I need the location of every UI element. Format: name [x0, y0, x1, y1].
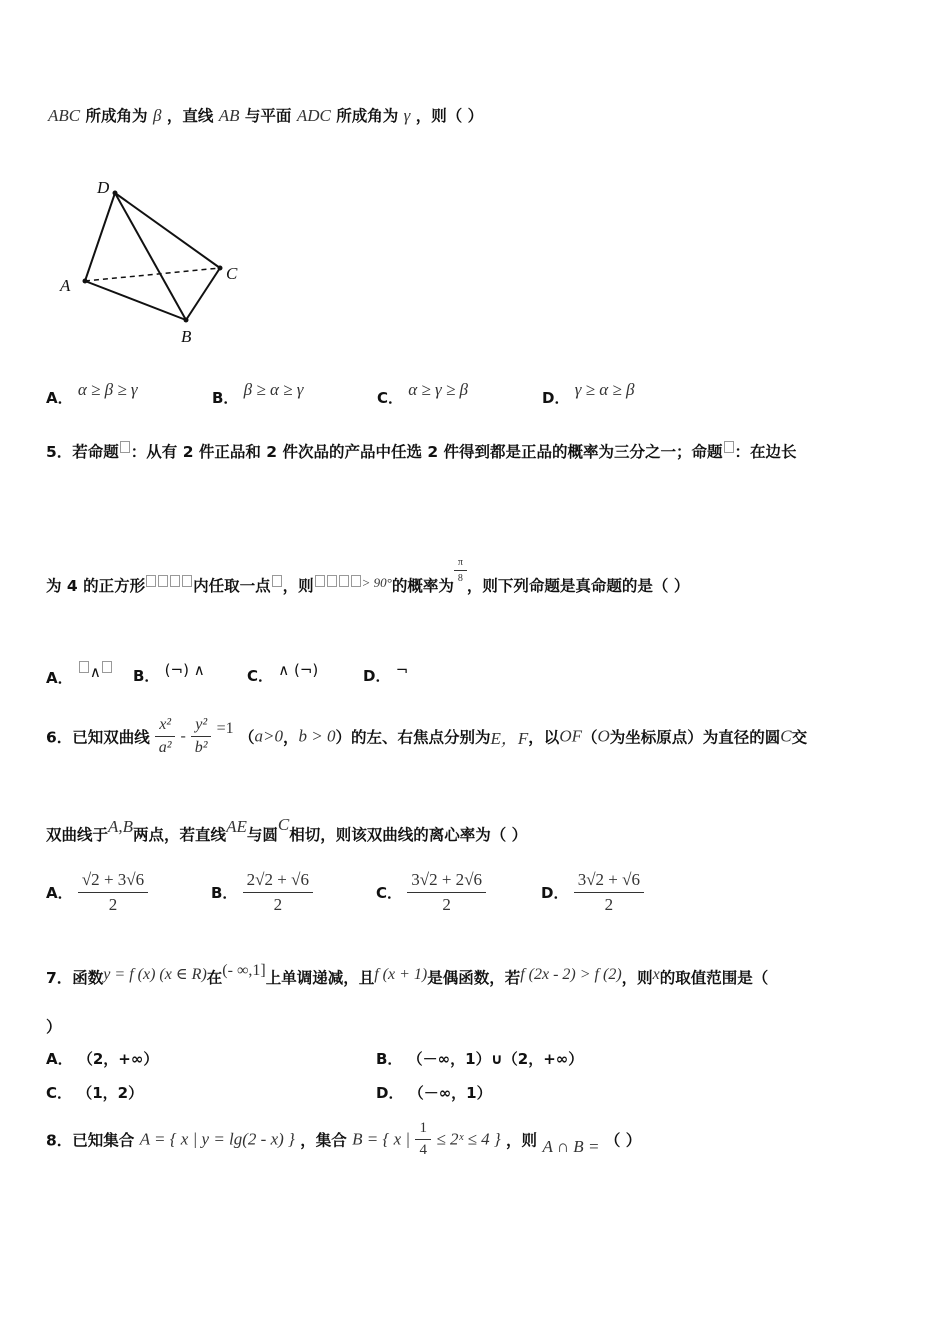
- vertex-d: [113, 191, 118, 196]
- q6-option-d: D． $\frac{3√2 + √6}{2}$: [541, 870, 644, 915]
- q8-stem: 8．已知集合 A = { x | y = lg(2 - x) } ，集合 B = { x | $\frac{1}{4}$ ≤ 2ˣ ≤ 4 } ，则 A ∩ B = （ ）: [46, 1120, 642, 1158]
- q6-option-c: C． $\frac{3√2 + 2√6}{2}$: [376, 870, 486, 915]
- q4-stem: ABC 所成角为 β ，直线 AB 与平面 ADC 所成角为 γ ，则（ ）: [48, 106, 484, 125]
- edge-bc: [186, 268, 220, 320]
- q5-prop-q-placeholder: [724, 441, 734, 453]
- q7-stem: 7．函数y = f (x) (x ∈ R)在(- ∞,1]上单调递减，且f (x + 1)是偶函数，若f (2x - 2) > f (2)，则x的取值范围是（: [46, 962, 769, 987]
- vertex-b: [184, 318, 189, 323]
- q7-option-d: D． （－∞，1）: [376, 1084, 492, 1102]
- q4-plane-abc: ABC: [48, 106, 81, 125]
- q8-quarter: $\frac{1}{4}$: [415, 1120, 431, 1159]
- q6-stem-line1: 6．已知双曲线 $\frac{\text{x²}}{\text{a²}}$ - $\frac{\text{y²}}{\text{b²}}$ =1 （a>0，b > 0）的左、右焦点分别为E，F，以OF（O为坐标原点）为直径的圆C交: [46, 716, 808, 756]
- q5-option-d: D． ¬: [363, 661, 409, 685]
- edge-ab: [85, 281, 186, 320]
- q7-option-a: A． （2，+∞）: [46, 1050, 159, 1068]
- q5-prop-p-placeholder: [120, 441, 130, 453]
- edge-da: [85, 193, 115, 281]
- q7-option-b: B． （－∞，1）∪（2，+∞）: [376, 1050, 584, 1068]
- vertex-a: [83, 279, 88, 284]
- q5-stem-line1: 5．若命题 ：从有 2 件正品和 2 件次品的产品中任选 2 件得到都是正品的概率为三分之一；命题 ：在边长: [46, 443, 797, 461]
- q7-option-c: C． （1，2）: [46, 1084, 144, 1102]
- q5-probability: $\frac{\pi}{8}$: [454, 557, 467, 584]
- q6-y-fraction: $\frac{\text{y²}}{\text{b²}}$: [191, 716, 211, 757]
- q4-option-d: D． γ ≥ α ≥ β: [542, 380, 635, 407]
- tetrahedron-figure: [55, 175, 255, 350]
- q6-stem-line2: 双曲线于A,B两点，若直线AE与圆C相切，则该双曲线的离心率为（ ）: [46, 815, 528, 844]
- edge-ac-hidden: [85, 268, 220, 281]
- q7-stem-close: ）: [46, 1018, 62, 1036]
- q4-option-c: C． α ≥ γ ≥ β: [377, 380, 468, 407]
- q8-set-b-right: ≤ 2ˣ ≤ 4 }: [436, 1129, 501, 1149]
- vertex-c: [218, 266, 223, 271]
- q6-option-a: A． $\frac{√2 + 3√6}{2}$: [46, 870, 148, 915]
- label-c: C: [226, 264, 238, 283]
- q5-option-c: C． ∧ (¬): [247, 661, 319, 685]
- q4-plane-adc: ADC: [296, 106, 331, 125]
- q6-option-b: B． $\frac{2√2 + √6}{2}$: [211, 870, 313, 915]
- q8-set-b-left: B = { x |: [352, 1129, 411, 1149]
- q5-option-a: A． ∧: [46, 661, 113, 688]
- q5-option-b: B． (¬) ∧: [133, 661, 205, 685]
- q4-option-b: B． β ≥ α ≥ γ: [212, 380, 304, 407]
- q4-beta: β: [152, 106, 162, 125]
- q8-set-a: A = { x | y = lg(2 - x) }: [139, 1129, 295, 1149]
- edge-db: [115, 193, 186, 320]
- q5-angle-condition: > 90°: [361, 575, 392, 590]
- label-d: D: [97, 178, 110, 197]
- label-a: A: [60, 276, 71, 295]
- q4-option-a: A． α ≥ β ≥ γ: [46, 380, 138, 407]
- q4-line-ab: AB: [218, 106, 240, 125]
- label-b: B: [181, 327, 192, 346]
- q4-gamma: γ: [403, 106, 411, 125]
- q8-intersection: A ∩ B =: [542, 1137, 600, 1156]
- q5-point-placeholder: [272, 575, 282, 587]
- edge-dc: [115, 193, 220, 268]
- q6-x-fraction: $\frac{\text{x²}}{\text{a²}}$: [155, 716, 175, 757]
- q5-stem-line2: 为 4 的正方形 内任取一点 ，则 $^{> 90^\circ}$的概率为 $\frac{\pi}{8}$ ，则下列命题是真命题的是（ ）: [46, 557, 690, 595]
